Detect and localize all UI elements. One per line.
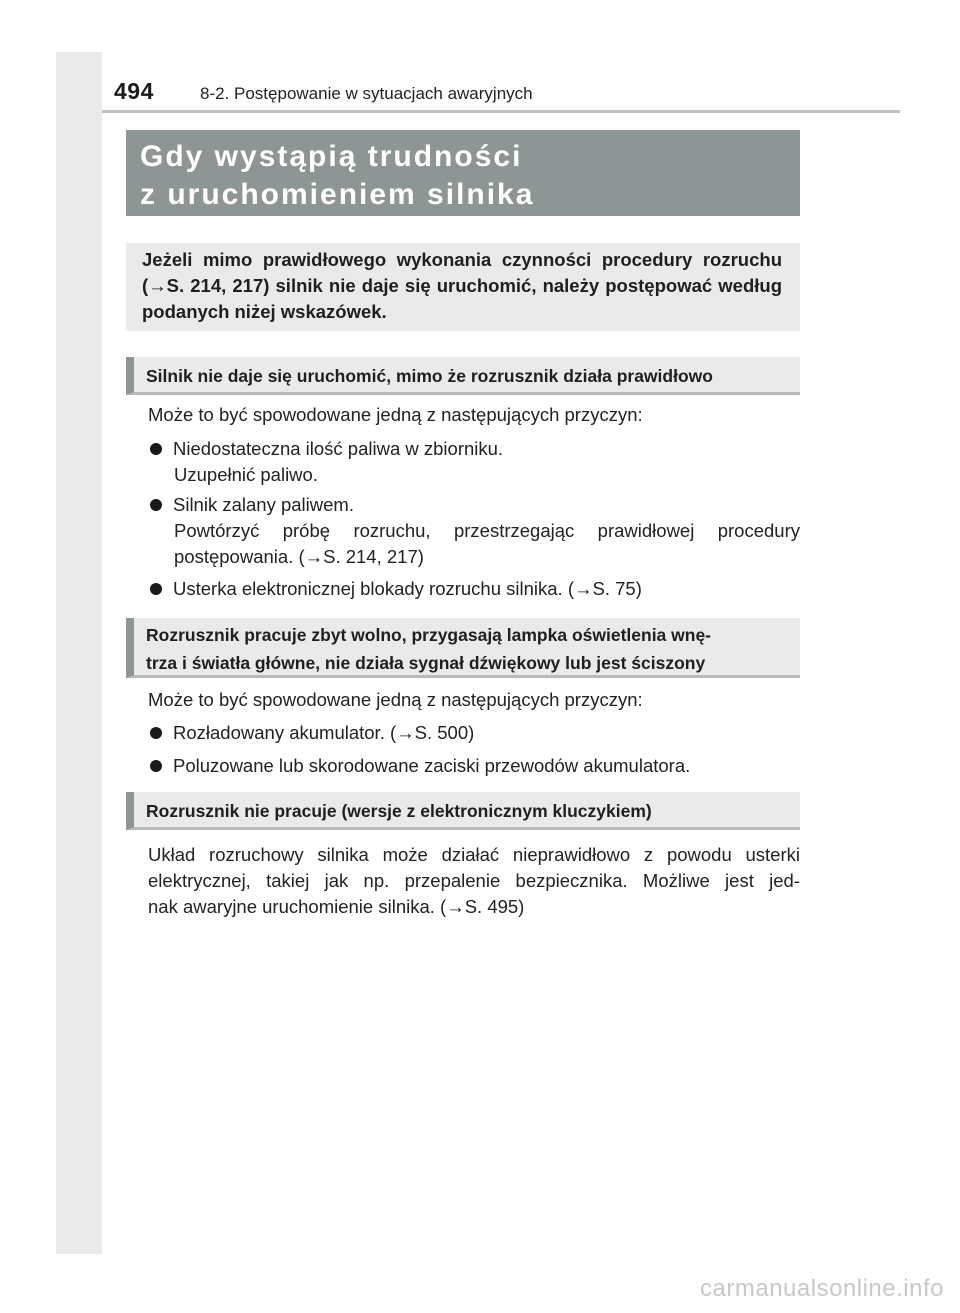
section-heading-2-text [146, 621, 794, 677]
section-heading-2-line1: Rozrusznik pracuje zbyt wolno, przygasają lampka oświetlenia wnę- [146, 625, 712, 645]
list-item-text: Poluzowane lub skorodowane zaciski przewodów akumulatora. [173, 755, 691, 776]
bullet-icon [150, 443, 162, 455]
section-heading-3-text: Rozrusznik nie pracuje (wersje z elektronicznym kluczykiem) [146, 801, 652, 821]
intro-text: Jeżeli mimo prawidłowego wykonania czynności procedury rozruchu (→S. 214, 217) silnik nie daje się uruchomić, należy postępować według podanych niżej wskazówek. [142, 249, 782, 322]
page-title-box [126, 130, 800, 216]
page-title-line2: z uruchomieniem silnika [140, 178, 535, 211]
bullet-icon [150, 499, 162, 511]
watermark: carmanualsonline.info [700, 1275, 944, 1302]
intro-box [126, 243, 800, 331]
section-heading-1-text: Silnik nie daje się uruchomić, mimo że rozrusznik działa prawidłowo [146, 366, 713, 386]
header-rule [102, 110, 900, 113]
section-heading-2-line2: trza i światła główne, nie działa sygnał dźwiękowy lub jest ściszony [146, 653, 706, 673]
section-title: 8-2. Postępowanie w sytuacjach awaryjnych [200, 84, 533, 103]
list-item-subtext: Powtórzyć próbę rozruchu, przestrzegając prawidłowej procedury [174, 520, 800, 541]
list-item-text: Usterka elektronicznej blokady rozruchu silnika. (→S. 75) [173, 578, 642, 599]
section-3-line: nak awaryjne uruchomienie silnika. (→S. 495) [148, 896, 525, 917]
list-item-text: Niedostateczna ilość paliwa w zbiorniku. [173, 438, 504, 459]
bullet-icon [150, 760, 162, 772]
list-item-text: Rozładowany akumulator. (→S. 500) [173, 722, 475, 743]
section-3-line: elektrycznej, takiej jak np. przepalenie bezpiecznika. Możliwe jest jed- [148, 870, 800, 891]
side-tab-bar [56, 52, 102, 1254]
section-heading-3 [126, 792, 800, 830]
section-heading-1 [126, 357, 800, 395]
list-item-subtext: postępowania. (→S. 214, 217) [174, 546, 424, 567]
bullet-icon [150, 583, 162, 595]
list-item-subtext: Uzupełnić paliwo. [174, 464, 318, 485]
section-1-lead: Może to być spowodowane jedną z następujących przyczyn: [148, 404, 643, 425]
page-number: 494 [114, 78, 154, 104]
page-title [140, 138, 534, 214]
section-heading-2 [126, 618, 800, 678]
bullet-icon [150, 727, 162, 739]
page-title-line1: Gdy wystąpią trudności [140, 140, 523, 173]
list-item-text: Silnik zalany paliwem. [173, 494, 354, 515]
section-2-lead: Może to być spowodowane jedną z następujących przyczyn: [148, 689, 643, 710]
section-3-line: Układ rozruchowy silnika może działać nieprawidłowo z powodu usterki [148, 844, 800, 865]
